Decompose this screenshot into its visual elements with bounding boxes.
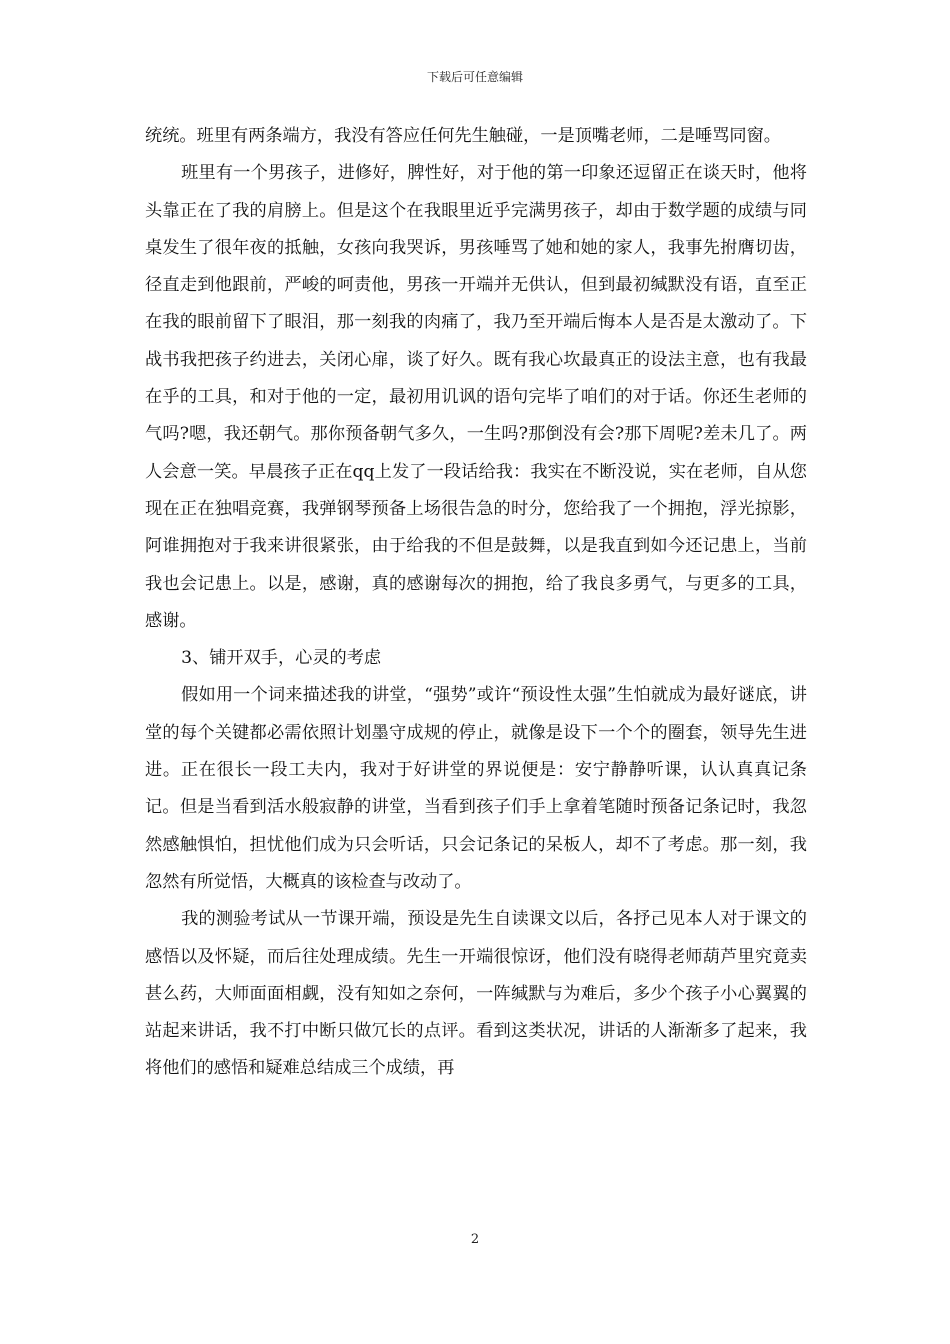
text-line: 后，多少个孩子小心翼翼的站起来讲话，我不打中断只做冗长的点评。看到这: [145, 983, 807, 1042]
document-body: [145, 118, 807, 1088]
text-line: 只会记条记的呆板人，却不了考虑。那一刻，我忽然有所觉悟，大概真的该检: [145, 834, 807, 892]
paragraph: [145, 901, 807, 1087]
text-line: 老师葫芦里究竟卖甚么药，大师面面相觑，没有知如之奈何，一阵缄默与为难: [145, 946, 807, 1004]
text-line: 假如用一个词来描述我的讲堂，“强势”或许“预设性太强”生怕就成为: [181, 685, 703, 706]
text-line: 安宁静静听课，认认真真记条记。但是当看到活水般寂静的讲堂，当看到孩子: [145, 760, 807, 818]
page-header: 下载后可任意编辑: [426, 70, 523, 84]
text-line: 供认，但到最初缄默没有语，直至正在我的眼前留下了眼泪，那一刻我的肉痛: [145, 275, 807, 333]
paragraph: [145, 118, 807, 155]
text-line: 谈了好久。既有我心坎最真正的设法主意，也有我最在乎的工具，和对于他的: [145, 349, 807, 408]
text-line: 现在正在独唱竞赛，我弹钢琴预备上场很告急的时分，您给我了一个拥抱，浮: [145, 498, 738, 519]
text-line: 良多勇气，与更多的工具，感谢。: [145, 573, 807, 631]
text-line: 笑。早晨孩子正在qq上发了一段话给我：我实在不断没说，实在老师，自从您: [214, 461, 807, 482]
text-line: 今还记患上，当前我也会记患上。以是，感谢，真的感谢每次的拥抱，给了我: [145, 536, 807, 594]
paragraph: [145, 155, 807, 640]
text-line: 们手上拿着笔随时预备记条记时，我忽然感触惧怕，担忧他们成为只会听话，: [145, 797, 807, 855]
text-line: 统统。班里有两条端方，我没有答应任何先生触碰，一是顶嘴老师，二是唾骂: [145, 126, 730, 146]
text-line: 数学题的成绩与同桌发生了很年夜的抵触，女孩向我哭诉，男孩唾骂了她和她: [145, 200, 807, 258]
text-line: 光掠影，阿谁拥抱对于我来讲很紧张，由于给我的不但是鼓舞，以是我直到如: [145, 498, 807, 557]
text-line: 班里有一个男孩子，进修好，脾性好，对于他的第一印象还逗留正在谈天: [181, 163, 738, 184]
paragraph: [145, 640, 807, 677]
text-line: 个的圈套，领导先生进进。正在很长一段工夫内，我对于好讲堂的界说便是：: [145, 722, 807, 781]
text-line: 查与改动了。: [368, 871, 472, 892]
page-number: 2: [470, 1232, 480, 1247]
text-line: 气。那你预备朝气多久，一生吗?那倒没有会?那下周呢?差未几了。两人会意一: [145, 424, 807, 482]
text-line: 最好谜底，讲堂的每个关键都必需依照计划墨守成规的停止，就像是设下一个: [145, 685, 807, 743]
text-line: 了，我乃至开端后悔本人是否是太激动了。下战书我把孩子约进去，关闭心扉，: [145, 312, 807, 370]
text-line: 同窗。: [729, 126, 781, 146]
text-line: 一定，最初用讥讽的语句完毕了咱们的对于话。你还生老师的气吗?嗯，我还朝: [145, 387, 807, 445]
text-line: 的家人，我事先拊膺切齿，径直走到他跟前，严峻的呵责他，男孩一开端并无: [145, 237, 807, 296]
text-line: 3、铺开双手，心灵的考虑: [181, 648, 382, 669]
text-line: 我的测验考试从一节课开端，预设是先生自读课文以后，各抒己见本人对: [181, 909, 738, 930]
text-line: 于课文的感悟以及怀疑，而后往处理成绩。先生一开端很惊讶，他们没有晓得: [145, 909, 807, 967]
text-line: 时，他将头靠正在了我的肩膀上。但是这个在我眼里近乎完满男孩子，却由于: [145, 163, 807, 221]
paragraph: [145, 677, 807, 901]
text-line: 类状况，讲话的人渐渐多了起来，我将他们的感悟和疑难总结成三个成绩，再: [145, 1021, 807, 1079]
